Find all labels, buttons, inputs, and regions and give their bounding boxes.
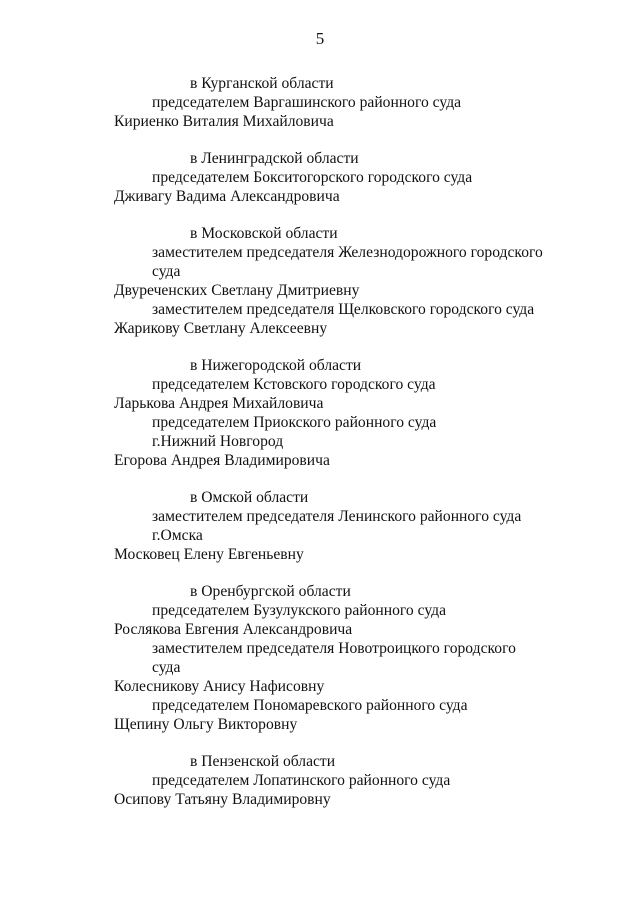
region-heading: в Пензенской области [190,753,336,770]
position-line: председателем Бокситогорского городского суда [152,169,473,186]
appointee-name: Двуреченских Светлану Дмитриевну [114,282,360,299]
section-spacer [0,206,640,224]
region-section [0,74,640,131]
position-line: председателем Бузулукского районного суда [152,602,446,619]
region-section [0,752,640,809]
position-line: председателем Лопатинского районного суда [152,772,451,789]
position-line: председателем Приокского районного суда [152,414,437,431]
section-spacer [0,734,640,752]
appointee-name: Колесникову Анису Нафисовну [114,678,325,695]
appointee-name: Ларькова Андрея Михайловича [114,395,324,412]
position-line: председателем Пономаревского районного суда [152,697,468,714]
appointee-name: Егорова Андрея Владимировича [114,452,330,469]
region-section [0,582,640,734]
position-line: заместителем председателя Железнодорожного городского [152,244,543,261]
region-heading: в Московской области [190,225,338,242]
region-heading: в Омской области [190,489,309,506]
position-line: суда [152,659,181,676]
document-body [0,74,640,809]
section-spacer [0,470,640,488]
section-spacer [0,338,640,356]
region-heading: в Нижегородской области [190,357,362,374]
position-line: председателем Варгашинского районного суда [152,94,462,111]
section-spacer [0,564,640,582]
appointee-name: Московец Елену Евгеньевну [114,546,304,563]
region-section [0,224,640,338]
appointee-name: Рослякова Евгения Александровича [114,621,353,638]
region-section [0,356,640,470]
section-spacer [0,131,640,149]
region-section [0,488,640,564]
position-line: заместителем председателя Ленинского районного суда [152,508,522,525]
position-line: г.Омска [152,527,203,544]
position-line: заместителем председателя Новотроицкого городского [152,640,516,657]
region-section [0,149,640,206]
appointee-name: Дживагу Вадима Александровича [114,188,340,205]
appointee-name: Жарикову Светлану Алексеевну [114,320,328,337]
position-line: суда [152,263,181,280]
region-heading: в Курганской области [190,75,334,92]
position-line: заместителем председателя Щелковского городского суда [152,301,535,318]
page-number: 5 [315,29,325,48]
appointee-name: Кириенко Виталия Михайловича [114,113,334,130]
appointee-name: Щепину Ольгу Викторовну [114,716,298,733]
region-heading: в Оренбургской области [190,583,351,600]
region-heading: в Ленинградской области [190,150,359,167]
position-line: председателем Кстовского городского суда [152,376,436,393]
position-line: г.Нижний Новгород [152,433,284,450]
appointee-name: Осипову Татьяну Владимировну [114,791,331,808]
